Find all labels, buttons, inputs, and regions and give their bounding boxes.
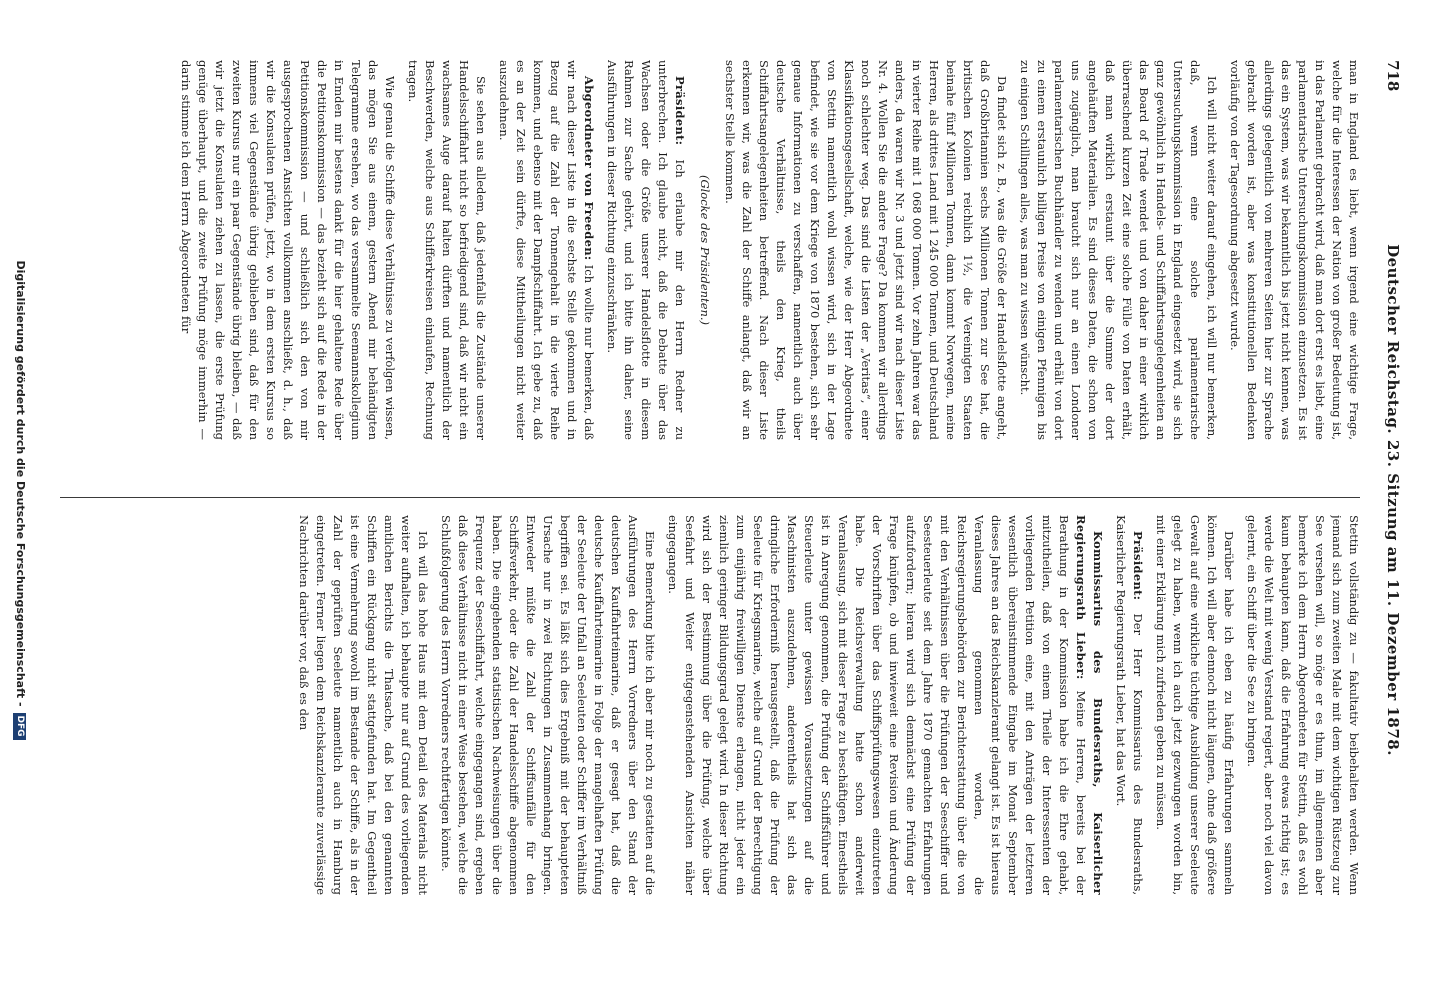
- speech-text: Ich wollte nur bemerken, daß wir nach dieser Liste in die sechste Stelle gekommen und in Bezug auf die Zahl der Tonnengehalt in die vierte Reihe kommen, und ebenso mit der Dampfschiffahrt. Ich gebe zu, daß es an der Zeit sein dürfte, diese Mittheilungen nicht weiter auszudehnen.: [497, 60, 596, 440]
- paragraph: Sie sehen aus alledem, daß jedenfalls die Zustände unserer Handelsschiffahrt nicht so befriedigend sind, daß wir nicht ein wachsames Auge darauf halten dürften und namentlich der Beschwerden, welche aus Schifferkreisen einlaufen, Rechnung tragen.: [406, 60, 488, 440]
- paragraph: Wie genau die Schiffe diese Verhältnisse zu verfolgen wissen, das mögen Sie aus einem, gestern Abend mir behändigten Telegramme ersehen, wo das versammelte Seemannskollegium in Emden mir bestens dankt für die hier gehaltene Rede über die Petitionskommission — das bezieht sich auf die Rede in der Petitionskommission — und schließlich sich den von mir ausgesprochenen Ansichten vollkommen anschließt, d. h., daß wir die Konsulaten prüfen, jetzt, wo in dem ersten Kursus so immens viel Gegenstände übrig geblieben sind, daß für den zweiten Kursus nur ein paar Gegenstände übrig bleiben, — daß wir jetzt die Konsulaten ziehen zu lassen, die erste Prüfung genüge überhaupt, und die zweite Prüfung möge immerhin — darin stimme ich dem Herrn Abgeordneten für: [179, 60, 397, 440]
- speech-text: Meine Herren, bereits bei der Berathung in der Kommission habe ich die Ehre gehabt, mitzutheilen, daß von einem Theile der Interessenten der vorliegenden Petition eine, mit den Anträgen der letzteren wesentlich übereinstimmende Eingabe im Monat September dieses Jahres an das Reichskanzleramt gelangt ist. Es ist hieraus Veranlassung genommen worden, die Reichsregierungsbehörden zur Berichterstattung über die von mit den Verhältnissen über die Prüfungen der Seeschiffer und Seesteuerleute seit dem Jahre 1870 gemachten Erfahrungen aufzufordern; hieran wird sich demnächst eine Prüfung der Frage knüpfen, ob und inwieweit eine Revision und Änderung der Vorschriften über das Schiffsprüfungswesen einzutreten habe. Die Reichsverwaltung hatte schon anderweit Veranlassung, sich mit dieser Frage zu beschäftigen. Einestheils ist in Anregung genommen, die Prüfung der Schiffsführer und Steuerleute unter gewissen Voraussetzungen auf die Maschinisten auszudehnen, anderentheils hat sich das dringliche Erforderniß herausgestellt, daß die Prüfung der Seeleute für Kriegsmarine, welche auf Grund der Berechtigung zum einjährig freiwilligen Dienste erlangen, nicht jeder ein ziemlich geringer Bildungsgrad gelegt wird. In dieser Richtung wird sich der Bestimmung über die Prüfung, welche über Seefahrt und Weiter entgegenstehenden Ansichten näher eingegangen.: [666, 515, 1088, 895]
- speaker-label: Kommissarius des Bundesraths, Kaiserlicher Regierungsrath Lieber:: [1074, 515, 1105, 895]
- speech-text: Der Herr Kommissarius des Bundesraths, Kaiserlicher Regierungsrath Lieber, hat das Wort.: [1114, 515, 1145, 895]
- paragraph: Ich will nicht weiter darauf eingehen, ich will nur bemerken, daß, wenn eine solche parlamentarische Untersuchungskommission in England eingesetzt wird, sie sich ganz gewöhnlich in Handels- und Schiffahrtsangelegenheiten an das Board of Trade wendet und von daher in einer wirklich überraschend kurzen Zeit eine solche Fülle von Daten erhält, daß man wirklich erstaunt über die Summe der dort angehäuften Materialien. Es sind dieses Daten, die schon von uns zugänglich, man braucht sich nur an einen Londoner parlamentarischen Buchhändler zu wenden und erhält von dort zu einem erstaunlich billigen Preise von einigen Pfennigen bis zu einigen Schillingen alles, was man zu wissen wünscht.: [1018, 60, 1219, 440]
- digitization-credit: [14, 0, 28, 1000]
- paragraph: Da findet sich z. B., was die Größe der Handelsflotte angeht, daß Großbritannien sechs Millionen Tonnen zur See hat, die britischen Kolonien reichlich 1½, die Vereinigten Staaten beinahe fünf Millionen Tonnen, dann kommt Norwegen, meine Herren, als drittes Land mit 1 245 000 Tonnen, und Deutschland in vierter Reihe mit 1 068 000 Tonnen. Vor zehn Jahren war das anders, da waren wir Nr. 3 und jetzt sind wir nach dieser Liste Nr. 4. Wollen Sie die andere Frage? Da kommen wir allerdings noch schlechter weg. Das sind die Listen der „Veritas“, einer Klassifikationsgesellschaft, welche, wie der Herr Abgeordnete von Stettin namentlich wohl wissen wird, sich in der Lage befindet, wie sie vor dem Kriege von 1870 bestehen, sich sehr genaue Informationen zu verschaffen, namentlich auch über deutsche Verhältnisse, theils den Krieg, theils Schiffahrtsangelegenheiten betreffend. Nach dieser Liste erkennen wir, was die Zahl der Schiffe anlangt, daß wir an sechster Stelle kommen.: [723, 60, 1009, 440]
- text-column-right: [52, 515, 1362, 895]
- running-title: Deutscher Reichstag. 23. Sitzung am 11. Dezember 1878.: [1384, 244, 1402, 756]
- paragraph: Eine Bemerkung bitte ich aber mir noch zu gestatten auf die Ausführungen des Herrn Vorredners über den Stand der deutschen Kauffahrteimarine, daß er gesagt hat, daß die deutsche Kauffahrteimarine in Folge der mangelhaften Prüfung der Seeleute der Unfall an Seeleuten oder Schiffer im Verhältniß begriffen sei. Es läßt sich dies Ergebniß mit der behaupteten Ursache nur in zwei Richtungen in Zusammenhang bringen. Entweder müßte die Zahl der Schiffsunfälle für den Schiffsverkehr, oder die Zahl der Handelsschiffe abgenommen haben. Die eingehenden statistischen Nachweisungen über die Frequenz der Seeschiffahrt, welche eingegangen sind, ergeben daß diese Verhältnisse nicht in einer Weise bestehen, welche die Schlußfolgerung des Herrn Vorredners rechtfertigen könnte.: [439, 515, 657, 895]
- speech-paragraph: [1112, 515, 1146, 895]
- credit-text: Digitalisierung gefördert durch die Deutsche Forschungsgemeinschaft -: [14, 260, 27, 707]
- paragraph: Stettin vollständig zu — fakultativ beibehalten werden. Wenn jemand sich zum zweiten Male mit dem wichtigen Rüstzeug zur See versehen will, so möge er es thun, im allgemeinen aber bemerke ich dem Herrn Abgeordneten für Stettin, daß es wohl kaum behaupten kann, daß die Erfahrung etwas richtig ist; es werde die Welt mit wenig Verstand regiert, aber noch viel davon gelernt, ein Schiff über die See zu bringen.: [1245, 515, 1361, 895]
- speaker-label: Abgeordneter von Freeden:: [582, 76, 596, 261]
- speech-text: Ich erlaube mir den Herrn Redner zu unterbrechen. Ich glaube nicht, daß die Debatte über das Wachsen oder die Größe unserer Handelsflotte in diesem Rahmen zur Sache gehört, und ich bitte ihn daher, seine Ausführungen in dieser Richtung einzuschränken.: [605, 60, 687, 440]
- speaker-label: Präsident:: [673, 76, 687, 146]
- text-column-left: [52, 60, 1362, 440]
- speech-paragraph: [664, 515, 1106, 895]
- dfg-logo: DFG: [14, 713, 27, 740]
- page-number: 718: [1384, 60, 1402, 92]
- paragraph: Darüber habe ich eben zu häufig Erfahrungen sammeln können. Ich will aber dennoch nicht läugnen, ohne daß größere Gewalt auf eine wirkliche tüchtige Ausbildung unserer Seeleute gelegt zu haben, wenn ich auch jetzt gezwungen worden bin, mit einer Erklärung mich zufrieden geben zu müssen.: [1154, 515, 1236, 895]
- speaker-label: Präsident:: [1131, 531, 1145, 601]
- paragraph: man in England es liebt, wenn irgend eine wichtige Frage, welche für die Interessen der Nation von großer Bedeutung ist, in das Parlament gebracht wird, daß man dort erst es liebt, eine parlamentarische Untersuchungskommission einzusetzen. Es ist das ein System, was wir bekanntlich bis jetzt nicht kennen, was allerdings gelegentlich von mehreren Seiten hier zur Sprache gebracht worden ist, aber was konstitutionellen Bedenken vorläufig von der Tagesordnung abgesetzt wurde.: [1228, 60, 1361, 440]
- speech-paragraph: [603, 60, 688, 440]
- column-divider: [60, 497, 1360, 498]
- speech-paragraph: [495, 60, 597, 440]
- paragraph: Ich will das hohe Haus mit dem Detail des Materials nicht weiter aufhalten, ich behaupte nur auf Grund des vorliegenden amtlichen Berichts die Thatsache, daß bei den genannten Schiffen ein Rückgang nicht stattgefunden hat. Im Gegentheil ist eine Vermehrung sowohl im Bestande der Schiffe, als in der Zahl der geprüften Seeleute namentlich auch in Hamburg eingetreten. Ferner liegen dem Reichskanzleramte zuverlässige Nachrichten darüber vor, daß es den: [297, 515, 430, 895]
- stage-direction: (Glocke des Präsidenten.): [698, 174, 712, 326]
